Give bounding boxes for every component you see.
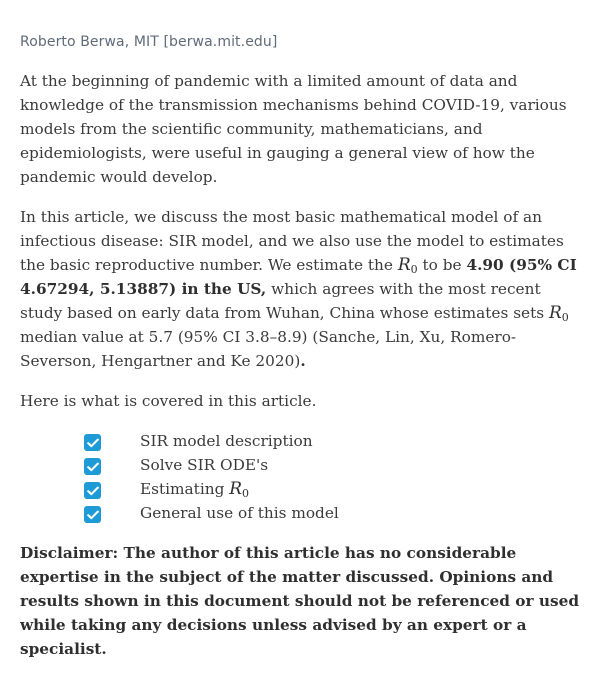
author-line: Roberto Berwa, MIT [berwa.mit.edu] xyxy=(20,34,278,50)
summary-text-part3: which agrees with the most recent study based on early data from Wuhan, China whose estimates sets xyxy=(20,280,549,322)
checklist-item-label: General use of this model xyxy=(140,504,339,522)
article-summary-paragraph xyxy=(20,205,580,373)
r0-symbol: $R_0$ xyxy=(397,255,418,276)
checkbox-checked-icon xyxy=(84,458,101,475)
disclaimer-paragraph: Disclaimer: The author of this article has no considerable expertise in the subject of the matter discussed. Opinions and results shown in this document should not be referenced or used while taking any decisions unless advised by an expert or a specialist. xyxy=(20,544,580,658)
checklist-item-label: Solve SIR ODE's xyxy=(140,456,269,474)
checklist-item xyxy=(84,477,580,501)
checklist-item xyxy=(84,429,580,453)
covered-intro: Here is what is covered in this article. xyxy=(20,392,317,410)
summary-final-period: . xyxy=(300,352,306,370)
summary-text-part1: In this article, we discuss the most basic mathematical model of an infectious disease: SIR model, and we also use the model to estimates the basic reproductive number. We estimate the xyxy=(20,208,564,274)
summary-text-part2: to be xyxy=(417,256,467,274)
checklist-item xyxy=(84,501,580,525)
r0-estimate-bold: 4.90 (95% CI 4.67294, 5.13887) in the US, xyxy=(20,256,577,298)
article-page xyxy=(20,30,580,677)
intro-paragraph: At the beginning of pandemic with a limited amount of data and knowledge of the transmission mechanisms behind COVID-19, various models from the scientific community, mathematicians, and epidemiologists, were useful in gauging a general view of how the pandemic would develop. xyxy=(20,72,567,186)
r0-symbol-second: $R_0$ xyxy=(548,303,569,324)
checkbox-checked-icon xyxy=(84,434,101,451)
checkbox-checked-icon xyxy=(84,482,101,499)
checklist-item-label: Estimating $R_0$ xyxy=(140,479,250,500)
r0-symbol-checklist: $R_0$ xyxy=(229,479,250,500)
checklist-item-label: SIR model description xyxy=(140,432,313,450)
summary-text-part4: median value at 5.7 (95% CI 3.8–8.9) (Sanche, Lin, Xu, Romero-Severson, Hengartner and Ke 2020) xyxy=(20,328,517,370)
checklist-item xyxy=(84,453,580,477)
covered-checklist xyxy=(20,429,580,525)
checkbox-checked-icon xyxy=(84,506,101,523)
